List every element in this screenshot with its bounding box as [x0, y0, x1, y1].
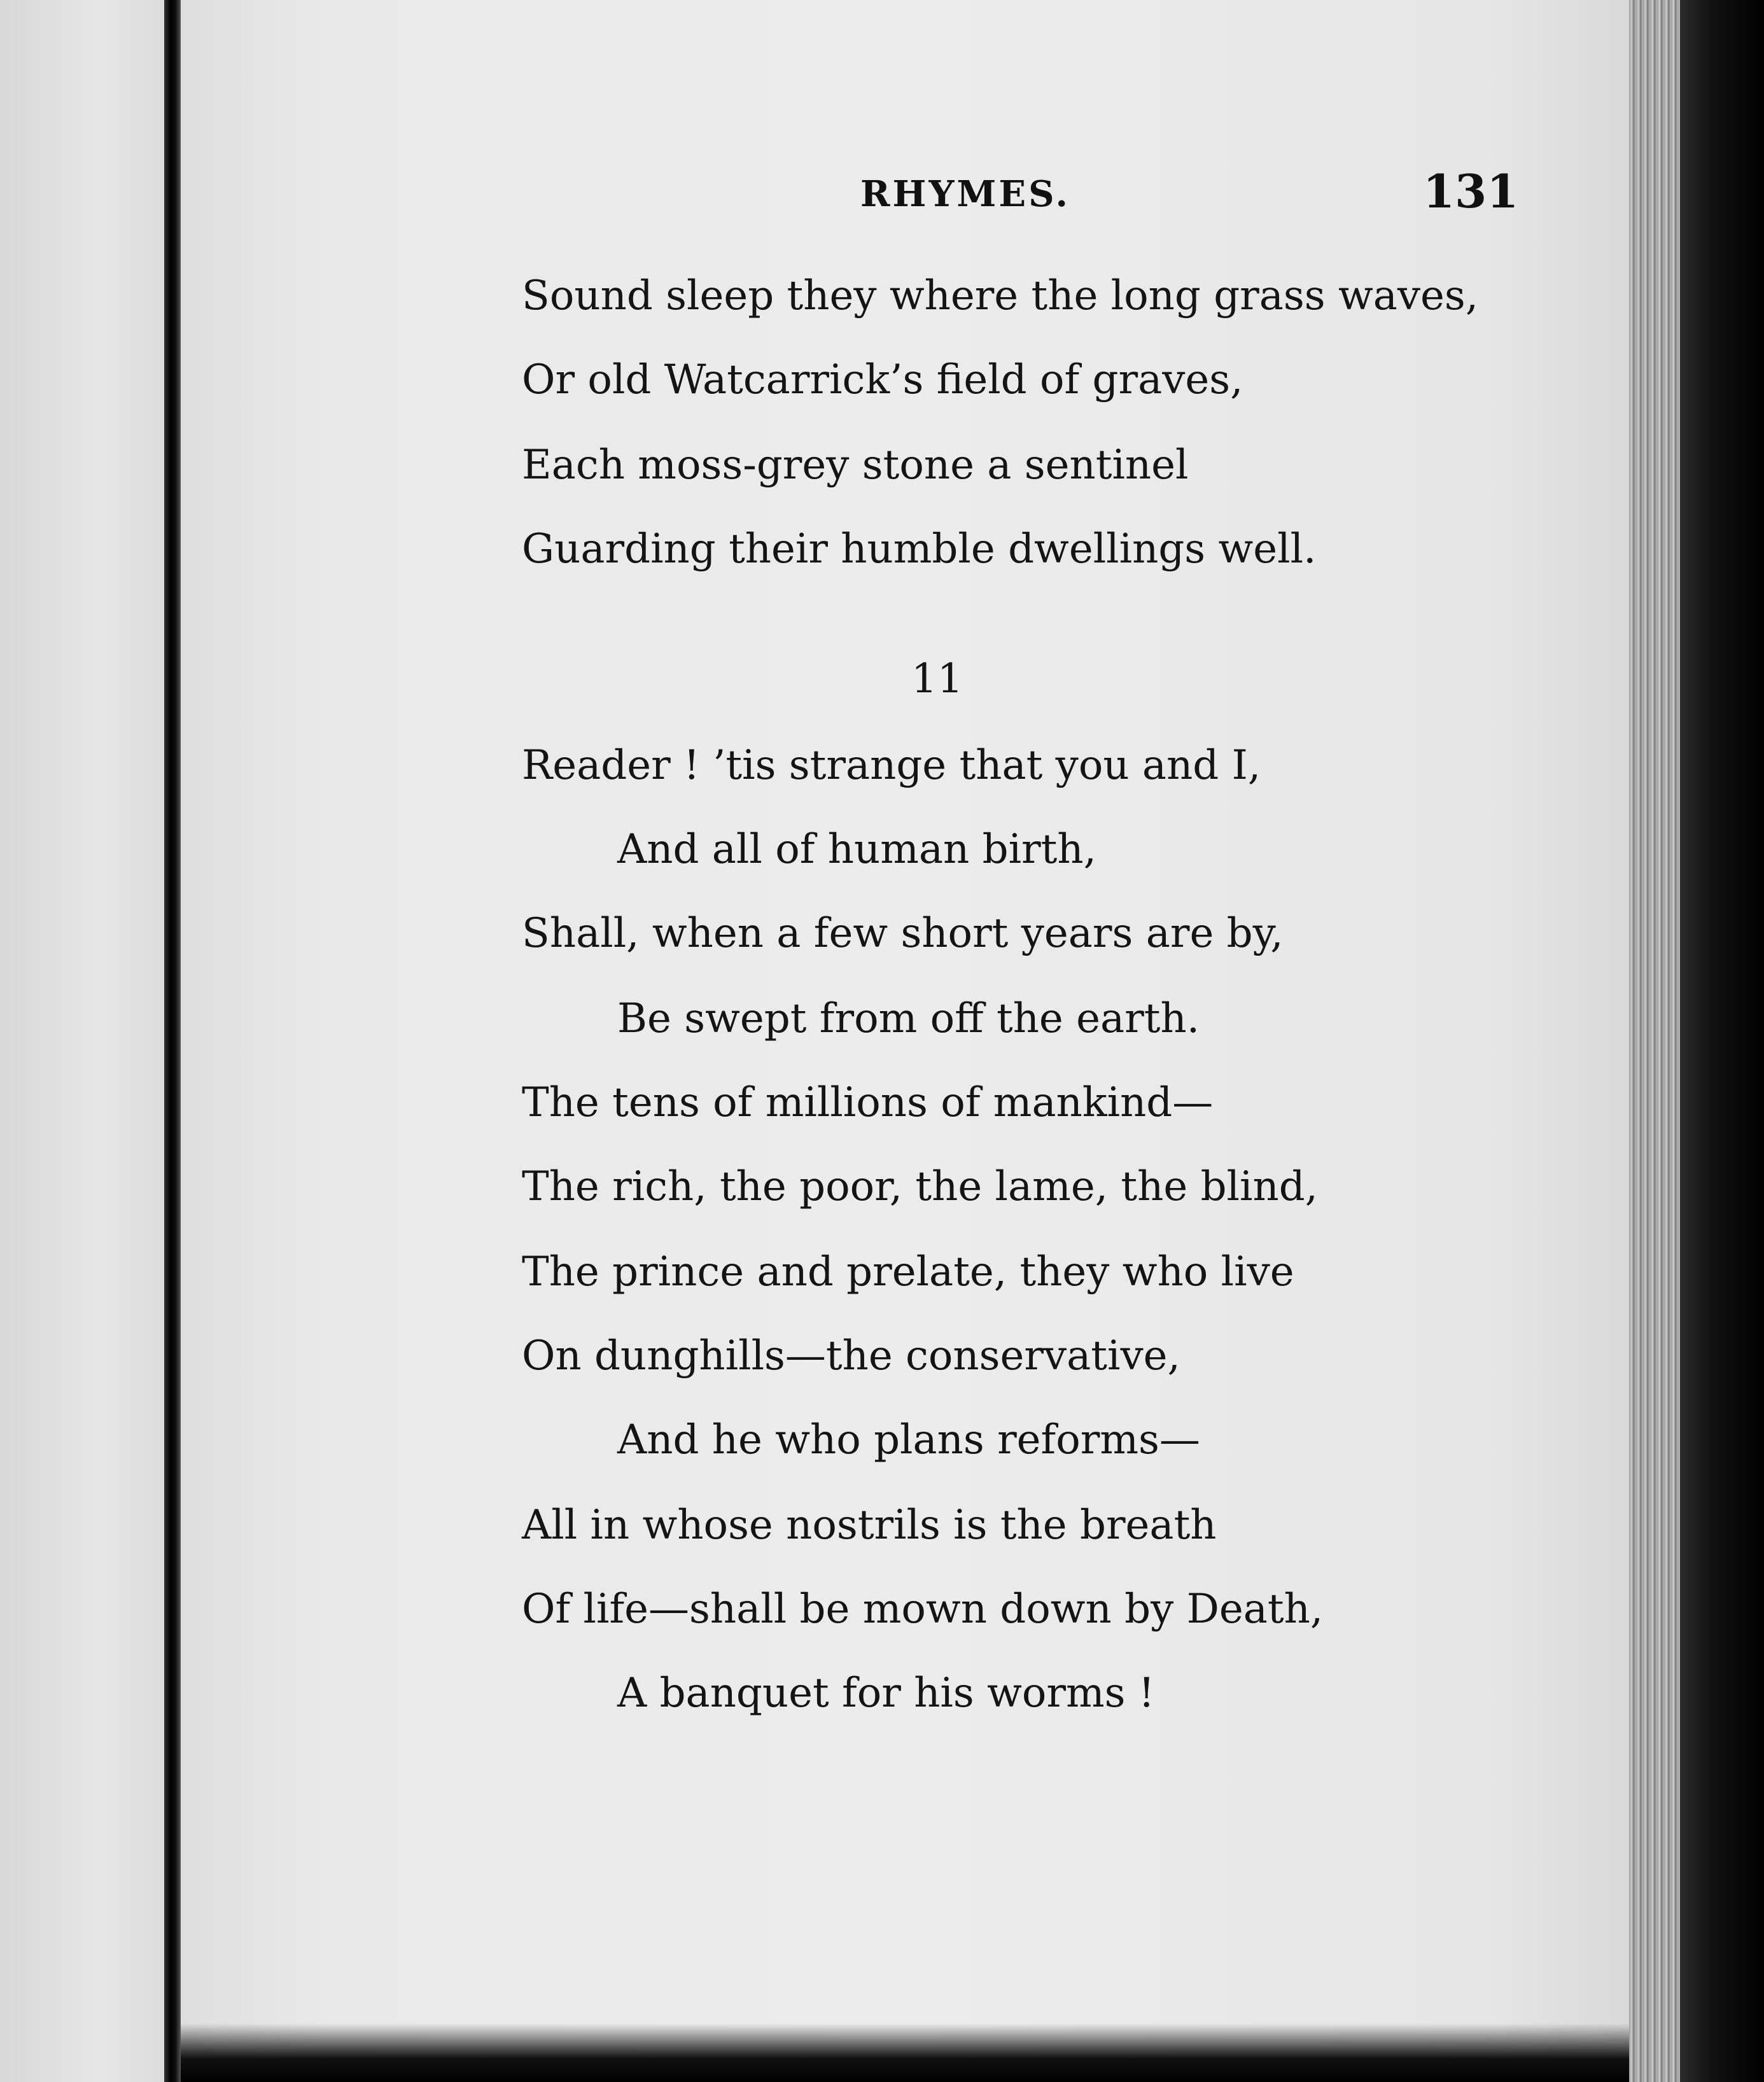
poem-line: The rich, the poor, the lame, the blind, — [522, 1163, 1318, 1210]
facing-page-edge — [0, 0, 164, 2082]
poem-line: A banquet for his worms ! — [617, 1670, 1155, 1717]
poem-line: Each moss-grey stone a sentinel — [522, 442, 1189, 489]
poem-line: Or old Watcarrick’s field of graves, — [522, 356, 1243, 403]
poem-line: Guarding their humble dwellings well. — [522, 526, 1317, 573]
poem-line: Reader ! ’tis strange that you and I, — [522, 742, 1261, 789]
poem-line: And all of human birth, — [617, 826, 1096, 873]
poem-line: The tens of millions of mankind— — [522, 1079, 1214, 1126]
book-gutter — [164, 0, 181, 2082]
section-number: 11 — [911, 655, 963, 702]
poem-line: On dunghills—the conservative, — [522, 1332, 1180, 1380]
book-cover-edge — [1680, 0, 1764, 2082]
poem-line: The prince and prelate, they who live — [522, 1248, 1294, 1296]
running-title: RHYMES. — [860, 173, 1071, 215]
poem-line: Shall, when a few short years are by, — [522, 910, 1284, 957]
bottom-shadow — [181, 2023, 1629, 2082]
page-number: 131 — [1423, 164, 1519, 218]
poem-line: And he who plans reforms— — [617, 1416, 1200, 1464]
poem-line: Sound sleep they where the long grass waves, — [522, 272, 1479, 319]
poem-line: All in whose nostrils is the breath — [522, 1502, 1217, 1549]
poem-line: Be swept from off the earth. — [617, 995, 1200, 1042]
poem-line: Of life—shall be mown down by Death, — [522, 1586, 1324, 1633]
